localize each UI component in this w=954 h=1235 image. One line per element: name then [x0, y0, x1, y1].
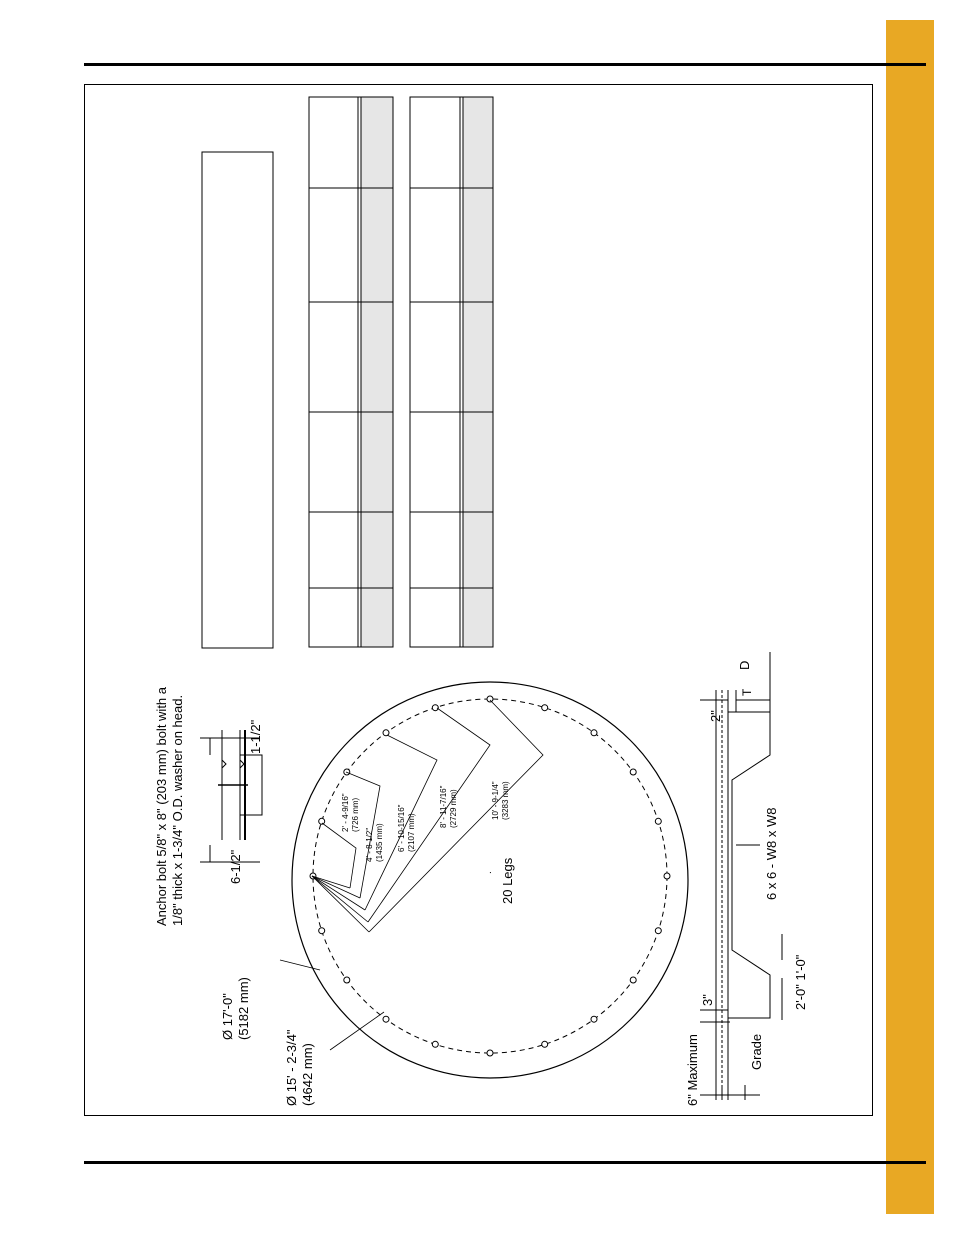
- chord-4-imp: 8' - 11-7/16": [439, 785, 448, 828]
- table-2: [410, 97, 493, 647]
- dim-3-label: 3": [700, 994, 715, 1006]
- dim-2-label: 2": [708, 710, 723, 722]
- chord-3-imp: 6' - 10-15/16": [397, 804, 406, 852]
- anchor-hole: [664, 873, 670, 879]
- grade-label: Grade: [749, 1033, 764, 1070]
- anchor-hole: [542, 1041, 548, 1047]
- anchor-hole: [655, 818, 661, 824]
- anchor-hole: [630, 769, 636, 775]
- foundation-plan: [280, 682, 688, 1078]
- dim-embed-label: 6-1/2": [228, 849, 243, 884]
- anchor-hole: [655, 928, 661, 934]
- anchor-hole: [319, 818, 325, 824]
- dim-exposed-label: 1-1/2": [248, 719, 263, 754]
- anchor-hole: [591, 1016, 597, 1022]
- chord-3-mm: (2107 mm): [407, 813, 416, 852]
- bolt-circle-dia-label: Ø 15' - 2-3/4": [284, 1029, 299, 1106]
- chord-1-mm: (726 mm): [351, 797, 360, 832]
- max-label: 6" Maximum: [685, 1034, 700, 1106]
- chord-1-imp: 2' - 4-9/16": [341, 793, 350, 832]
- chord-5-mm: (3283 mm): [501, 781, 510, 820]
- legs-label: 20 Legs: [500, 857, 515, 904]
- anchor-hole: [432, 1041, 438, 1047]
- anchor-hole: [542, 705, 548, 711]
- chord-4-mm: (2729 mm): [449, 789, 458, 828]
- anchor-hole: [591, 730, 597, 736]
- anchor-hole: [630, 977, 636, 983]
- table-1: [309, 97, 393, 647]
- anchor-hole: [383, 1016, 389, 1022]
- outer-dia-label: Ø 17'-0": [220, 993, 235, 1040]
- anchor-hole: [319, 928, 325, 934]
- chord-2-imp: 4' - 8-1/2": [365, 827, 374, 862]
- depth-label: D: [737, 660, 752, 670]
- thickness-label: T: [740, 688, 754, 696]
- anchor-hole: [487, 696, 493, 702]
- anchor-hole: [432, 705, 438, 711]
- chord-labels: [341, 781, 510, 862]
- chord-2-mm: (1435 mm): [375, 823, 384, 862]
- mesh-label: 6 x 6 - W8 x W8: [764, 807, 779, 900]
- notes-box: [202, 152, 273, 648]
- bolt-circle-dia-mm: (4642 mm): [300, 1043, 315, 1106]
- anchor-hole: [487, 1050, 493, 1056]
- bolt-circle: [313, 699, 667, 1053]
- anchor-hole: [383, 730, 389, 736]
- chord-5-imp: 10' - 9-1/4": [491, 781, 500, 820]
- anchor-hole: [344, 977, 350, 983]
- center-mark: .: [483, 871, 494, 874]
- anchor-note-line1: Anchor bolt 5/8" x 8" (203 mm) bolt with a: [154, 686, 169, 926]
- footing-dims-label: 2'-0" 1'-0": [793, 954, 808, 1010]
- outer-dia-mm: (5182 mm): [236, 977, 251, 1040]
- anchor-note-line2: 1/8" thick x 1-3/4" O.D. washer on head.: [170, 694, 185, 926]
